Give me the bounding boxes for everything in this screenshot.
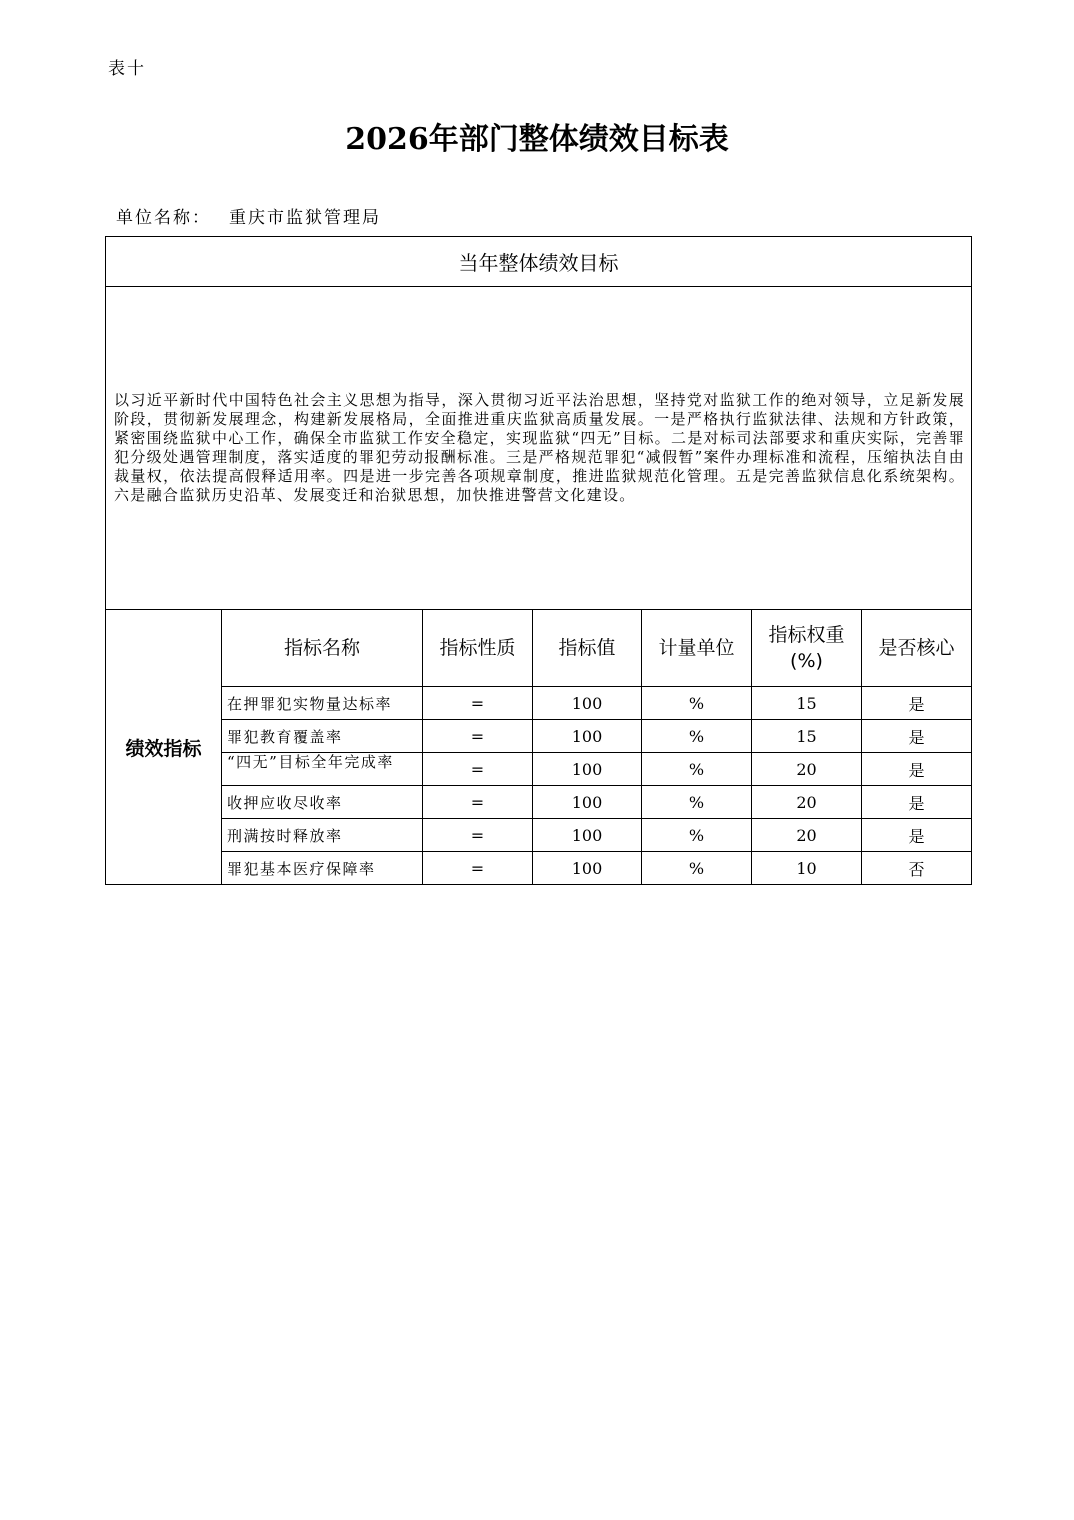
table-number: 表十 [108, 59, 146, 79]
table-row [106, 786, 972, 819]
indicator-unit: % [642, 753, 752, 786]
indicator-core: 是 [862, 819, 972, 852]
indicator-weight: 15 [752, 720, 862, 753]
indicator-weight: 10 [752, 852, 862, 885]
indicator-value: 100 [533, 786, 642, 819]
indicator-unit: % [642, 720, 752, 753]
indicator-value: 100 [533, 819, 642, 852]
indicator-unit: % [642, 687, 752, 720]
col-header-core: 是否核心 [862, 610, 972, 687]
indicator-nature: = [423, 720, 533, 753]
indicator-unit: % [642, 852, 752, 885]
col-header-name: 指标名称 [222, 610, 423, 687]
table-row [106, 720, 972, 753]
indicator-weight: 20 [752, 819, 862, 852]
col-header-value: 指标值 [533, 610, 642, 687]
indicator-value: 100 [533, 852, 642, 885]
indicator-nature: = [423, 819, 533, 852]
indicator-weight: 20 [752, 753, 862, 786]
indicator-name: 罪犯教育覆盖率 [222, 720, 423, 753]
page-title: 2026年部门整体绩效目标表 [345, 122, 729, 157]
indicator-nature: = [423, 753, 533, 786]
unit-label: 单位名称： [116, 208, 211, 228]
indicator-core: 否 [862, 852, 972, 885]
indicator-value: 100 [533, 687, 642, 720]
table-row [106, 852, 972, 885]
section-heading: 当年整体绩效目标 [106, 237, 972, 287]
indicator-core: 是 [862, 786, 972, 819]
performance-table [105, 236, 972, 885]
table-row [106, 687, 972, 720]
indicator-unit: % [642, 786, 752, 819]
indicator-nature: = [423, 852, 533, 885]
indicator-core: 是 [862, 687, 972, 720]
indicator-nature: = [423, 687, 533, 720]
goal-cell [106, 287, 972, 610]
indicator-name: “四无”目标全年完成率 [222, 753, 423, 786]
indicator-value: 100 [533, 753, 642, 786]
table-row [106, 753, 972, 786]
indicator-core: 是 [862, 753, 972, 786]
indicator-name: 刑满按时释放率 [222, 819, 423, 852]
indicator-core: 是 [862, 720, 972, 753]
unit-name: 重庆市监狱管理局 [229, 208, 381, 228]
indicator-weight: 15 [752, 687, 862, 720]
unit-line [116, 203, 381, 228]
indicator-value: 100 [533, 720, 642, 753]
col-header-unit: 计量单位 [642, 610, 752, 687]
table-row [106, 819, 972, 852]
indicator-unit: % [642, 819, 752, 852]
indicator-nature: = [423, 786, 533, 819]
indicator-name: 罪犯基本医疗保障率 [222, 852, 423, 885]
indicator-name: 在押罪犯实物量达标率 [222, 687, 423, 720]
indicator-name: 收押应收尽收率 [222, 786, 423, 819]
indicator-weight: 20 [752, 786, 862, 819]
indicators-label: 绩效指标 [106, 610, 222, 885]
col-header-weight: 指标权重(%) [752, 610, 862, 687]
col-header-nature: 指标性质 [423, 610, 533, 687]
goal-text: 以习近平新时代中国特色社会主义思想为指导，深入贯彻习近平法治思想，坚持党对监狱工作的绝对领导，立足新发展阶段，贯彻新发展理念，构建新发展格局，全面推进重庆监狱高质量发展。一是严格执行监狱法律、法规和方针政策，紧密围绕监狱中心工作，确保全市监狱工作安全稳定，实现监狱“四无”目标。二是对标司法部要求和重庆实际，完善罪犯分级处遇管理制度，落实适度的罪犯劳动报酬标准。三是严格规范罪犯“减假暂”案件办理标准和流程，压缩执法自由裁量权，依法提高假释适用率。四是进一步完善各项规章制度，推进监狱规范化管理。五是完善监狱信息化系统架构。六是融合监狱历史沿革、发展变迁和治狱思想，加快推进警营文化建设。 [114, 391, 965, 504]
